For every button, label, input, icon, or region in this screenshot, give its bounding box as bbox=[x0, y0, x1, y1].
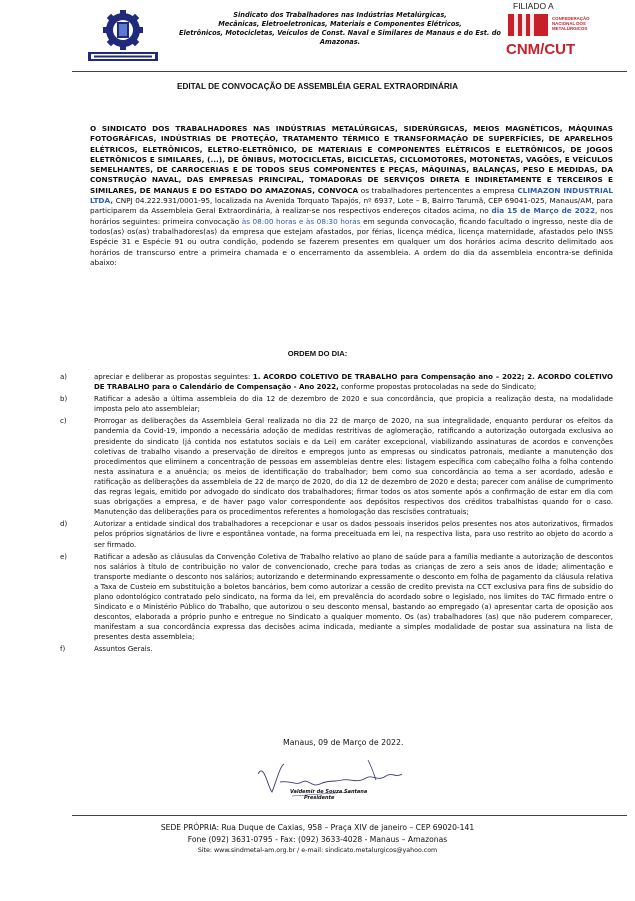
svg-text:NACIONAL DOS: NACIONAL DOS bbox=[552, 21, 586, 26]
company-name: CLIMAZON INDUSTRIAL LTDA, bbox=[90, 185, 613, 206]
agenda-item-letter: b) bbox=[60, 395, 68, 404]
agenda-item-letter: f) bbox=[60, 645, 66, 654]
letterhead bbox=[0, 0, 635, 70]
agenda-item-text: Ratificar a adesão a última assembleia do dia 12 de dezembro de 2020 e sua concordância, que propicia a realização desta, na modalidade imposta pelo ato assembleiar; bbox=[94, 395, 613, 414]
union-full-name: O SINDICATO DOS TRABALHADORES NAS INDÚSTRIAS METALÚRGICAS, SIDERÚRGICAS, MEIOS MAGNÉTICOS, MÁQUINAS FOTOGRÁFICAS, INDÚSTRIAS DE PROTEÇÃO, TRATAMENTO TÉRMICO E TRANSFORMAÇÃO DE SUPERFÍCIES, DE APARELHOS ELÉTRICOS, ELETRÔNICOS, ELETRO-ELETRÔNICO, DE MATERIAIS E COMPONENTES ELÉTRICOS E ELETRÔNICOS, DE JOGOS ELETRÔNICOS E SIMILARES, (...), DE ÔNIBUS, MOTOCICLETAS, BICICLETAS, CICLOMOTORES, MOTONETAS, VAGÕES, E VEÍCULOS SEMELHANTES, DE CARROCERIAS E DE TODOS SEUS COMPONENTES E PEÇAS, MÁQUINAS, BALANÇAS, PESO E MEDIDAS, DA CONSTRUÇÃO NAVAL, DAS EMPRESAS PRINCIPAL, TOMADORAS DE SERVIÇOS DIRETA E INDIRETAMENTE E TERCEIROS E SIMILARES, DE MANAUS E DO ESTADO DO AMAZONAS bbox=[90, 124, 613, 195]
agenda-item bbox=[60, 372, 613, 392]
handwritten-signature bbox=[250, 752, 420, 812]
svg-text:CONFEDERAÇÃO: CONFEDERAÇÃO bbox=[552, 16, 590, 21]
agenda-item-letter: a) bbox=[60, 373, 68, 381]
cnm-cut-logo-text: CNM/CUT bbox=[506, 41, 576, 58]
agenda-item bbox=[60, 519, 613, 549]
footer-address: SEDE PRÓPRIA: Rua Duque de Caxias, 958 – Praça XIV de janeiro – CEP 69020-141 bbox=[160, 823, 475, 832]
svg-text:METALÚRGICOS: METALÚRGICOS bbox=[552, 26, 588, 31]
date-line: Manaus, 09 de Março de 2022. bbox=[283, 738, 404, 747]
header-line: Mecânicas, Eletroeletronicas, Materiais e Componentes Elétricos, bbox=[218, 20, 462, 28]
signatory bbox=[290, 789, 367, 801]
convocation-paragraph bbox=[90, 124, 613, 268]
assembly-date: dia 15 de Março de 2022 bbox=[491, 206, 596, 216]
footer-web: Site: www.sindmetal-am.org.br / e-mail: sindicato.metalurgicos@yahoo.com bbox=[197, 847, 438, 854]
union-gear-logo bbox=[86, 8, 160, 64]
signatory-role: Presidente bbox=[304, 795, 335, 801]
agenda-item bbox=[60, 394, 613, 414]
agenda-title: ORDEM DO DIA: bbox=[287, 349, 348, 358]
agenda-item-text: Assuntos Gerais. bbox=[94, 645, 153, 654]
filiado-label: FILIADO A bbox=[513, 1, 554, 11]
union-name-header bbox=[175, 11, 505, 47]
agenda-item-text: Ratificar a adesão as cláusulas da Convenção Coletiva de Trabalho relativo ao plano de saúde para a família mediante a autorização de descontos nos salários à título de contribuição no valor de convencionado, creche para todas as crianças de zero a seis anos de idade; alimentação e transporte mediante o desconto nos salários; autorizando e determinando expressamente o desconto em folha de pagamento da cláusula relativa a Taxa de Custeio em substituição a boletos bancários, bem como autorizar a cessão de credito prevista na CCT exclusiva para fins de subsídio do plano odontológico contratado pelo sindicato, na forma da lei, em prevalência do acordado sobre o legislado, nos limites do TAC firmado entre o Sindicato e o Ministério Público do Trabalho, que autorizou o seu desconto mensal, bastando ao empregado (a) apresentar carta de oposição aos descontos, elaborada a próprio punho e entregue no Sindicato a qualquer momento. Os (as) trabalhadores (as) que não puderem comparecer, manifestam a sua concordância expressa das decisões acima indicada, mediante a simples modalidade de postar sua assinatura na lista de presentes desta assembleia; bbox=[94, 552, 613, 642]
agenda-item-text: apreciar e deliberar as propostas seguintes: bbox=[94, 373, 253, 381]
document-title: EDITAL DE CONVOCAÇÃO DE ASSEMBLÉIA GERAL EXTRAORDINÁRIA bbox=[177, 82, 458, 91]
header-line: Eletrônicos, Motocicletas, Veículos de Const. Naval e Similares de Manaus e do Est. do bbox=[179, 29, 501, 37]
signatory-name: Valdemir de Souza Santana bbox=[290, 789, 368, 795]
agenda-item bbox=[60, 416, 613, 517]
convoca-verb: , CONVOCA bbox=[312, 185, 359, 195]
intro-text: CNPJ 04.222.931/0001-95, localizada na Avenida Torquato Tapajós, nº 6937, Lote – B, Bairro Tarumã, CEP 69041-025, Manaus/AM, para participarem da Assembleia Geral Extraordinária, à realizar-se nos respectivos endereços citados acima, no bbox=[90, 196, 613, 216]
footer-phone: Fone (092) 3631-0795 - Fax: (092) 3633-4028 - Manaus – Amazonas bbox=[187, 835, 448, 844]
agenda-item-letter: e) bbox=[60, 552, 68, 561]
header-line: Amazonas. bbox=[319, 38, 361, 46]
agenda-item-bold: 1. ACORDO COLETIVO DE TRABALHO para Compensação ano – 2022; 2. ACORDO COLETIVO DE TRABALHO para o Calendário de Compensação - Ano 2022, bbox=[94, 373, 613, 392]
agenda-item-letter: d) bbox=[60, 520, 68, 529]
footer bbox=[0, 822, 635, 856]
intro-text: , nos horários seguintes: primeira convocação bbox=[90, 206, 614, 226]
assembly-times: às 08:00 horas e às 08:30 horas bbox=[241, 216, 361, 226]
agenda-item bbox=[60, 644, 613, 654]
agenda-item-text: conforme propostas protocoladas na sede do Sindicato; bbox=[338, 383, 537, 392]
agenda-list bbox=[60, 372, 613, 657]
agenda-item-text: Prorrogar as deliberações da Assembleia Geral realizada no dia 22 de março de 2020, na sua integralidade, enquanto perdurar os efeitos da pandemia da Covid-19, impondo a necessária adoção de medidas restritivas de aglomeração, ratificando a autorização outorgada exclusiva ao presidente do sindicato (já contida nos estatutos sociais e da Lei) em caráter excepcional, viabilizando assinaturas de acordos e convenções coletivas de trabalho visando a preservação de direitos e empregos junto as empresas ou sindicatos patronais, mediante a manutenção dos procedimentos que eliminem a concentração de pessoas em assembleias dentre eles: listagem específica com cabeçalho folha a folha contendo nesta assinatura e a anuência; os meios de identificação do trabalhador; bem como sua concordância ao tema a ser acordado, adesão e ratificação as deliberações da assembleia de 22 de março de 2020, do dia 12 de dezembro de 2020 e desta; parecer com análise de cumprimento das regras legais, emitido por advogado do sindicato dos trabalhadores; firmar todos os atos somente após a confirmação de estar em dia com suas obrigações a empresa, e de haver pago valor correspondente aos depósitos respectivos dos créditos trabalhistas quando for o caso. Manutenção das deliberações para os procedimentos referentes a homologação das rescisões contratuais; bbox=[94, 417, 613, 517]
header-line: Sindicato dos Trabalhadores nas Indústrias Metalúrgicas, bbox=[233, 11, 447, 19]
footer-divider bbox=[72, 815, 627, 816]
header-divider bbox=[72, 71, 627, 72]
agenda-item bbox=[60, 552, 613, 643]
agenda-item-text: Autorizar a entidade sindical dos trabalhadores a recepcionar e usar os dados pessoais inseridos pelos presentes nos atos autorizativos, firmados pelos próprios signatários de livre e espontânea vontade, na forma preceituada em lei, na respectiva lista, para uso restrito ao objeto do acordo a ser firmado. bbox=[94, 520, 613, 549]
intro-text: em segunda convocação, ficando facultado o ingresso, neste dia de todos(as) os(as) trabalhadores(as) da empresa que estejam afastados, por férias, licença médica, licença maternidade, afastados pelo INSS Espécie 31 e Espécie 91 ou outra condição, podendo se fazerem presentes em qualquer um dos horários acima descrito delimitado aos horários de transcurso entre a primeira chamada e o encerramento da assembleia. A ordem do dia da assembleia encontra-se definida abaixo: bbox=[90, 216, 614, 267]
cnm-cut-logo bbox=[500, 2, 590, 68]
intro-text: os trabalhadores pertencentes a empresa bbox=[358, 185, 518, 195]
agenda-item-letter: c) bbox=[60, 417, 67, 426]
